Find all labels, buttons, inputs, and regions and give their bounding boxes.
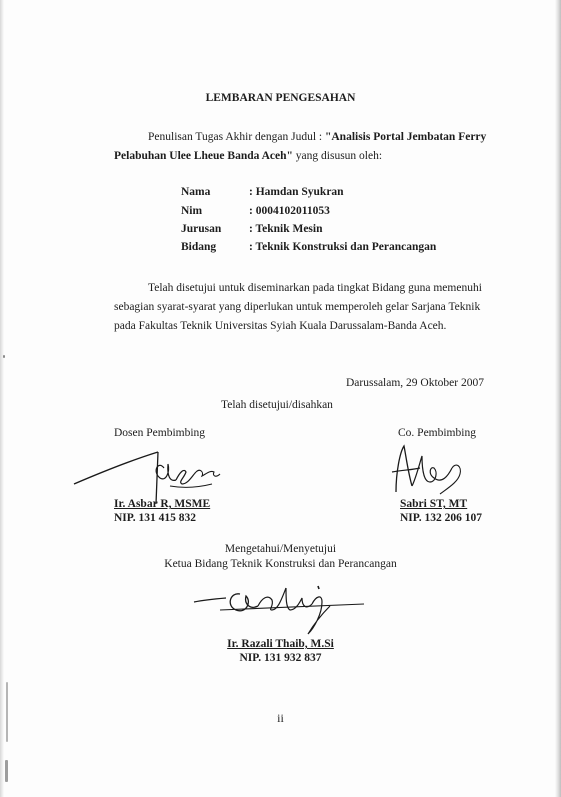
acknowledge-line-2: Ketua Bidang Teknik Konstruksi dan Perancangan xyxy=(164,558,397,570)
info-label: Nim xyxy=(181,205,203,217)
intro-line-2 xyxy=(114,149,382,163)
paragraph-line-3: pada Fakultas Teknik Universitas Syiah Kuala Darussalam-Banda Aceh. xyxy=(114,320,447,332)
intro-suffix: yang disusun oleh: xyxy=(292,150,383,162)
advisor-name: Ir. Asbar R, MSME xyxy=(114,498,211,510)
scan-speck xyxy=(3,355,5,358)
place-date: Darussalam, 29 Oktober 2007 xyxy=(346,377,484,389)
thesis-title-part-2: Pelabuhan Ulee Lheue Banda Aceh" xyxy=(114,150,293,162)
info-value: : Hamdan Syukran xyxy=(249,186,344,198)
paragraph-line-1: Telah disetujui untuk diseminarkan pada tingkat Bidang guna memenuhi xyxy=(148,282,482,294)
info-value: : Teknik Konstruksi dan Perancangan xyxy=(249,241,437,253)
acknowledge-line-1: Mengetahui/Menyetujui xyxy=(224,543,337,555)
scan-speck xyxy=(5,760,8,782)
info-value: : 0004102011053 xyxy=(249,205,330,217)
approval-statement: Telah disetujui/disahkan xyxy=(221,399,333,411)
head-name: Ir. Razali Thaib, M.Si xyxy=(227,638,334,650)
info-label: Bidang xyxy=(181,241,217,253)
co-advisor-signature xyxy=(390,442,470,497)
info-label: Nama xyxy=(181,186,211,198)
scan-edge-left xyxy=(0,0,4,797)
head-nip: NIP. 131 932 837 xyxy=(239,652,322,664)
page-number: ii xyxy=(277,711,284,725)
info-label: Jurusan xyxy=(181,223,222,235)
page-title: LEMBARAN PENGESAHAN xyxy=(205,92,356,104)
intro-prefix: Penulisan Tugas Akhir dengan Judul : xyxy=(148,131,325,143)
co-advisor-name: Sabri ST, MT xyxy=(400,498,468,510)
head-signature xyxy=(190,580,370,638)
thesis-title-part-1: "Analisis Portal Jembatan Ferry xyxy=(324,131,487,143)
co-advisor-role: Co. Pembimbing xyxy=(398,427,476,439)
scan-edge-right xyxy=(555,0,561,797)
paragraph-line-2: sebagian syarat-syarat yang diperlukan untuk memperoleh gelar Sarjana Teknik xyxy=(114,301,481,313)
intro-line-1 xyxy=(148,130,486,144)
info-value: : Teknik Mesin xyxy=(249,223,323,235)
advisor-role: Dosen Pembimbing xyxy=(114,427,206,439)
co-advisor-nip: NIP. 132 206 107 xyxy=(400,512,482,524)
advisor-nip: NIP. 131 415 832 xyxy=(114,512,196,524)
